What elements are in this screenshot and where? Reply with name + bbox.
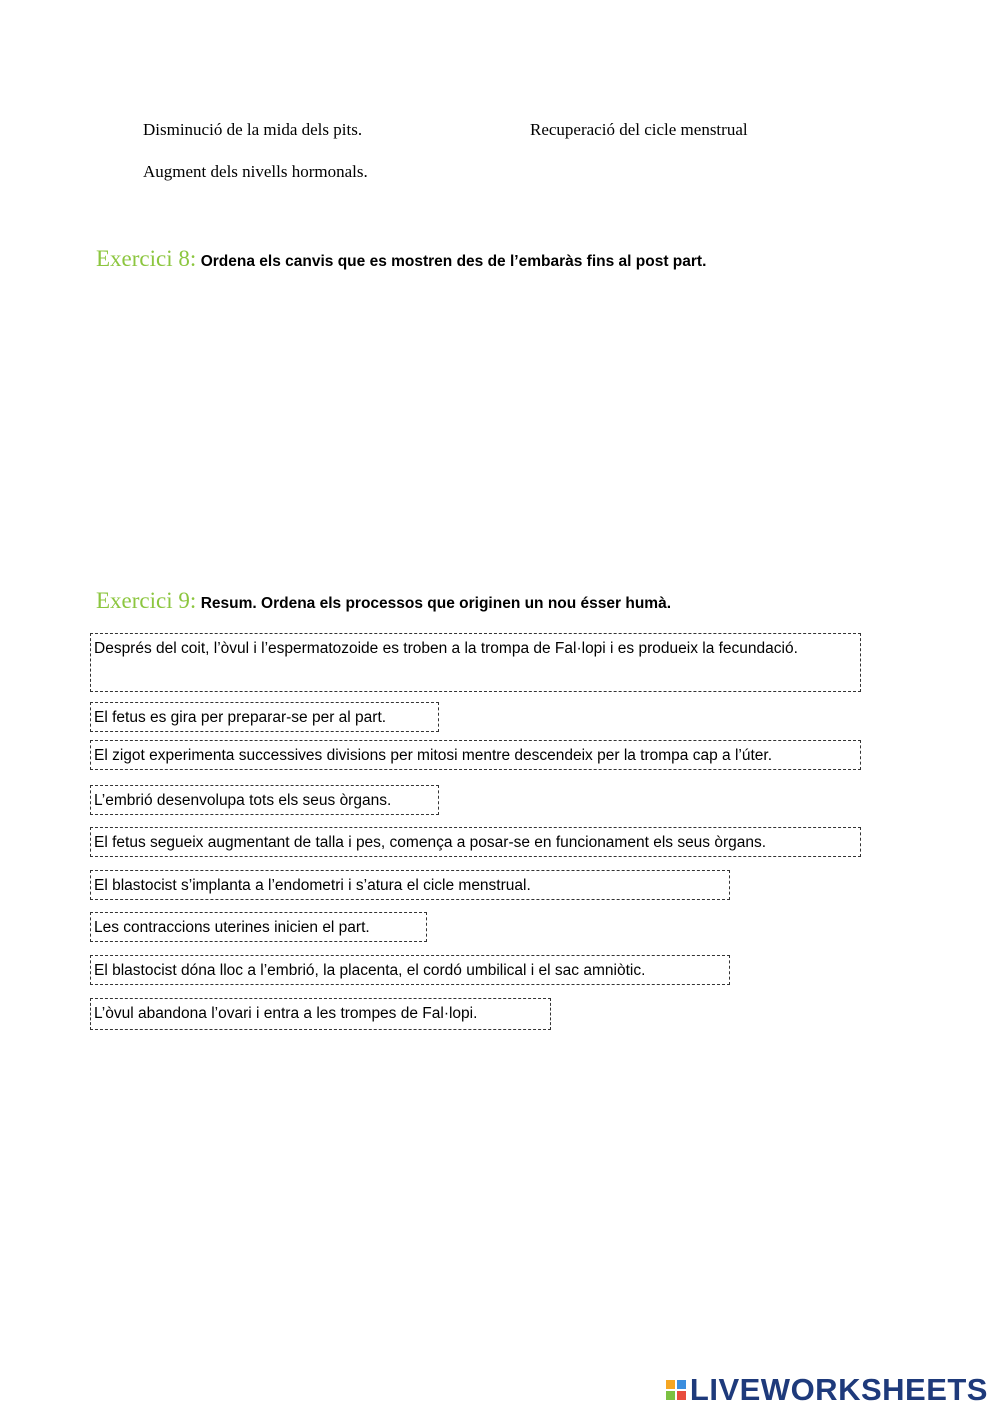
option-menstrual-cycle[interactable]: Recuperació del cicle menstrual: [530, 120, 748, 139]
drag-item-embrio-organs[interactable]: L’embrió desenvolupa tots els seus òrgans.: [90, 785, 439, 815]
drag-item-zigot[interactable]: El zigot experimenta successives divisions per mitosi mentre descendeix per la trompa cap a l’úter.: [90, 740, 861, 770]
drag-item-fetus-creix[interactable]: El fetus segueix augmentant de talla i pes, comença a posar-se en funcionament els seus òrgans.: [90, 827, 861, 857]
logo-tiles-icon: [666, 1380, 686, 1400]
drag-item-blastocist-embrio[interactable]: El blastocist dóna lloc a l’embrió, la placenta, el cordó umbilical i el sac amniòtic.: [90, 955, 730, 985]
logo-text: LIVEWORKSHEETS: [689, 1372, 988, 1407]
drag-item-contraccions[interactable]: Les contraccions uterines inicien el part.: [90, 912, 427, 942]
exercise-8-title: [96, 246, 706, 272]
exercise-8-number: Exercici 8:: [96, 246, 197, 271]
option-hormone-levels[interactable]: Augment dels nivells hormonals.: [143, 162, 368, 181]
exercise-9-instruction: Resum. Ordena els processos que originen un nou ésser humà.: [200, 595, 672, 612]
drag-item-fetus-gira[interactable]: El fetus es gira per preparar-se per al part.: [90, 702, 439, 732]
exercise-8-instruction: Ordena els canvis que es mostren des de l’embaràs fins al post part.: [200, 253, 707, 270]
drag-item-blastocist-implanta[interactable]: El blastocist s’implanta a l’endometri i s’atura el cicle menstrual.: [90, 870, 730, 900]
liveworksheets-logo: [666, 1372, 988, 1408]
drag-item-fecundacio[interactable]: Després del coit, l’òvul i l’espermatozoide es troben a la trompa de Fal·lopi i es produeix la fecundació.: [90, 633, 861, 692]
exercise-9-title: [96, 588, 671, 614]
exercise-8-answer-area[interactable]: [90, 290, 860, 560]
exercise-9-number: Exercici 9:: [96, 588, 197, 613]
drag-item-ovul-abandona[interactable]: L’òvul abandona l’ovari i entra a les trompes de Fal·lopi.: [90, 998, 551, 1030]
option-breast-size[interactable]: Disminució de la mida dels pits.: [143, 120, 363, 139]
